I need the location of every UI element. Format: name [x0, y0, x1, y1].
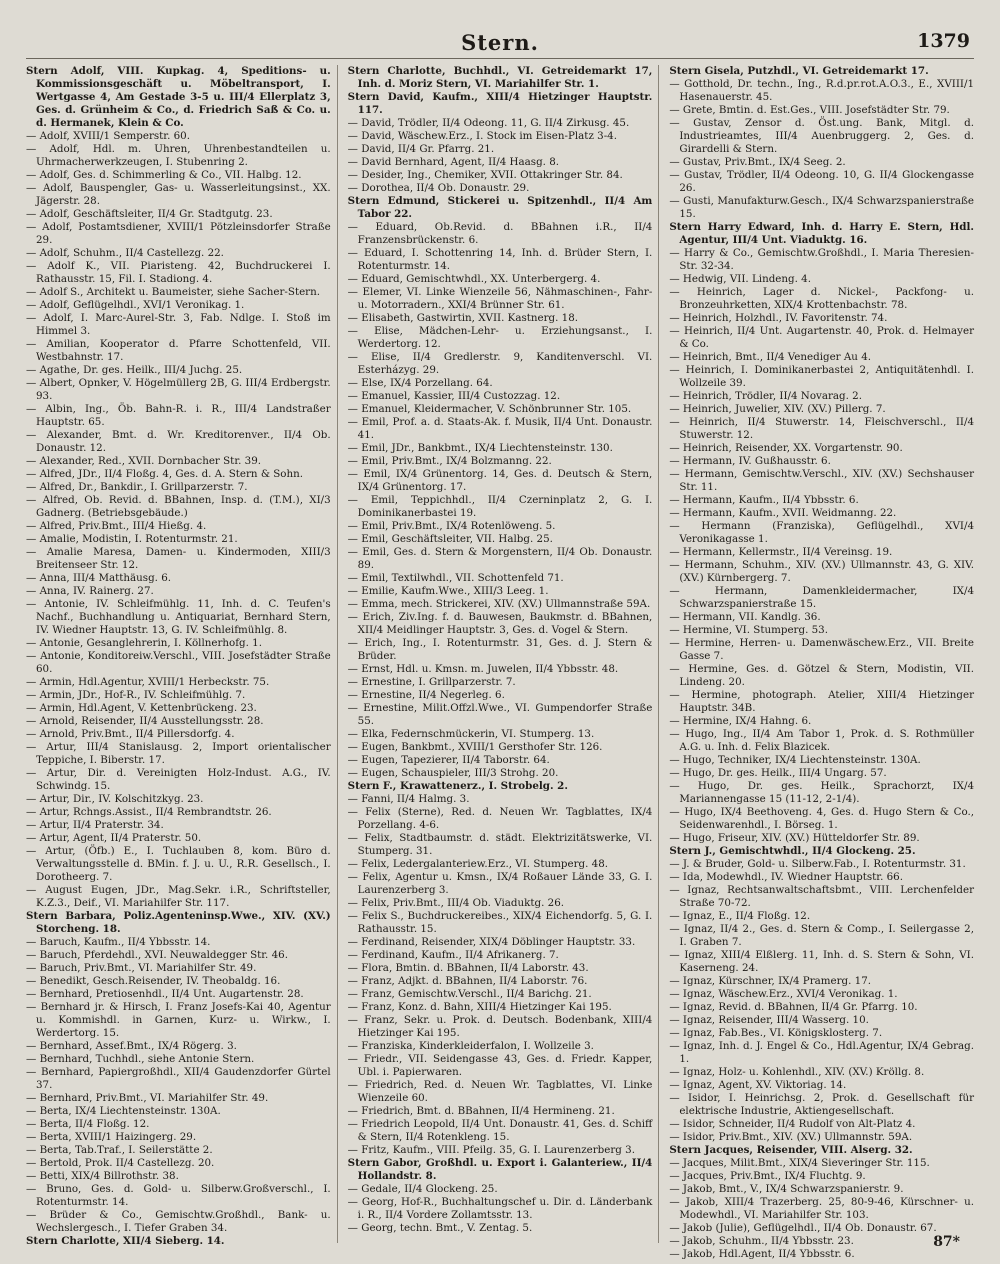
directory-entry: — Hermann, Schuhm., XIV. (XV.) Ullmannstr. 43, G. XIV. (XV.) Kürnbergerg. 7.: [669, 559, 975, 584]
directory-entry: — Artur, II/4 Praterstr. 34.: [26, 819, 164, 831]
directory-entry: — Eduard, Ob.Revid. d. BBahnen i.R., II/4 Franzensbrückenstr. 6.: [347, 221, 653, 246]
directory-entry: — Hedwig, VII. Lindeng. 4.: [669, 273, 811, 285]
directory-entry: — Hermine, Ges. d. Götzel & Stern, Modistin, VII. Lindeng. 20.: [669, 663, 975, 688]
directory-entry: — Adolf, Geschäftsleiter, II/4 Gr. Stadtgutg. 23.: [26, 208, 273, 220]
directory-entry: — Franz, Adjkt. d. BBahnen, II/4 Laborstr. 76.: [347, 975, 588, 987]
directory-entry: — Artur, III/4 Stanislausg. 2, Import orientalischer Teppiche, I. Biberstr. 17.: [26, 741, 331, 766]
directory-entry: — Ignaz, Rechtsanwaltschaftsbmt., VIII. Lerchenfelder Straße 70-72.: [669, 884, 975, 909]
directory-entry: — Bruno, Ges. d. Gold- u. Silberw.Großverschl., I. Rotenturmstr. 14.: [26, 1183, 331, 1208]
directory-entry: — Adolf, Bauspengler, Gas- u. Wasserleitungsinst., XX. Jägerstr. 28.: [26, 182, 331, 207]
directory-entry: — Adolf, Schuhm., II/4 Castellezg. 22.: [26, 247, 224, 259]
directory-entry: — Gedale, II/4 Glockeng. 25.: [347, 1183, 498, 1195]
directory-entry: — Berta, XVIII/1 Haizingerg. 29.: [26, 1131, 197, 1143]
directory-entry: — Franz, Konz. d. Bahn, XIII/4 Hietzinger Kai 195.: [347, 1001, 612, 1013]
directory-entry: — Jakob, Bmt., V., IX/4 Schwarzspanierstr. 9.: [669, 1183, 904, 1195]
directory-entry: — Ernst, Hdl. u. Kmsn. m. Juwelen, II/4 Ybbsstr. 48.: [347, 663, 619, 675]
directory-entry: — Bernhard, Assef.Bmt., IX/4 Rögerg. 3.: [26, 1040, 237, 1052]
directory-entry: — Anna, III/4 Matthäusg. 6.: [26, 572, 172, 584]
directory-entry: — Albin, Ing., Öb. Bahn-R. i. R., III/4 Landstraßer Hauptstr. 65.: [26, 403, 331, 428]
directory-entry: — Heinrich, I. Dominikanerbastei 2, Antiquitätenhdl. I. Wollzeile 39.: [669, 364, 975, 389]
directory-entry: — Hermine, Herren- u. Damenwäschew.Erz., VII. Breite Gasse 7.: [669, 637, 975, 662]
directory-entry: — Fanni, II/4 Halmg. 3.: [347, 793, 470, 805]
directory-entry: — Jakob, Hdl.Agent, II/4 Ybbsstr. 6.: [669, 1248, 855, 1260]
directory-entry: — Harry & Co., Gemischtw.Großhdl., I. Maria Theresien-Str. 32-34.: [669, 247, 975, 272]
directory-entry: — Artur, (Öfb.) E., I. Tuchlauben 8, kom. Büro d. Verwaltungsstelle d. BMin. f. J. u. U., R.R. Gesellsch., I. Dorotheerg. 7.: [26, 845, 331, 883]
directory-entry: Stern Edmund, Stickerei u. Spitzenhdl., II/4 Am Tabor 22.: [347, 195, 653, 220]
directory-entry: — Heinrich, Reisender, XX. Vorgartenstr. 90.: [669, 442, 903, 454]
directory-entry: — Amilian, Kooperator d. Pfarre Schottenfeld, VII. Westbahnstr. 17.: [26, 338, 331, 363]
column-right: [669, 65, 975, 1260]
directory-entry: — Franz, Sekr. u. Prok. d. Deutsch. Bodenbank, XIII/4 Hietzinger Kai 195.: [347, 1014, 653, 1039]
directory-entry: — Desider, Ing., Chemiker, XVII. Ottakringer Str. 84.: [347, 169, 623, 181]
directory-entry: — Alfred, Ob. Revid. d. BBahnen, Insp. d. (T.M.), XI/3 Gadnerg. (Betriebsgebäude.): [26, 494, 331, 519]
directory-entry: — Eduard, Gemischtwhdl., XX. Unterbergerg. 4.: [347, 273, 601, 285]
directory-entry: Stern F., Krawattenerz., I. Strobelg. 2.: [347, 780, 568, 792]
directory-entry: — Hugo, Ing., II/4 Am Tabor 1, Prok. d. S. Rothmüller A.G. u. Inh. d. Felix Blazicek.: [669, 728, 975, 753]
directory-entry: — Adolf, Postamtsdiener, XVIII/1 Pötzleinsdorfer Straße 29.: [26, 221, 331, 246]
directory-entry: — Else, IX/4 Porzellang. 64.: [347, 377, 493, 389]
directory-entry: Stern Gisela, Putzhdl., VI. Getreidemarkt 17.: [669, 65, 929, 77]
directory-entry: — Hugo, Friseur, XIV. (XV.) Hütteldorfer Str. 89.: [669, 832, 920, 844]
directory-entry: — Emilie, Kaufm.Wwe., XIII/3 Leeg. 1.: [347, 585, 549, 597]
directory-entry: — Dorothea, II/4 Ob. Donaustr. 29.: [347, 182, 530, 194]
directory-entry: — Adolf, I. Marc-Aurel-Str. 3, Fab. Ndlge. I. Stoß im Himmel 3.: [26, 312, 331, 337]
directory-entry: Stern Barbara, Poliz.Agenteninsp.Wwe., XIV. (XV.) Storcheng. 18.: [26, 910, 331, 935]
directory-entry: — Friedrich, Red. d. Neuen Wr. Tagblattes, VI. Linke Wienzeile 60.: [347, 1079, 653, 1104]
directory-entry: — Erich, Ing., I. Rotenturmstr. 31, Ges. d. J. Stern & Brüder.: [347, 637, 653, 662]
directory-columns: [26, 65, 975, 1260]
directory-entry: — Bertold, Prok. II/4 Castellezg. 20.: [26, 1157, 215, 1169]
directory-entry: — Armin, Hdl.Agent, V. Kettenbrückeng. 23.: [26, 702, 257, 714]
directory-entry: — Eugen, Schauspieler, III/3 Strohg. 20.: [347, 767, 559, 779]
directory-entry: — Felix, Ledergalanteriew.Erz., VI. Stumperg. 48.: [347, 858, 609, 870]
directory-entry: — Alfred, JDr., II/4 Floßg. 4, Ges. d. A. Stern & Sohn.: [26, 468, 304, 480]
directory-entry: — Antonie, Konditoreiw.Verschl., VIII. Josefstädter Straße 60.: [26, 650, 331, 675]
directory-entry: — Baruch, Priv.Bmt., VI. Mariahilfer Str. 49.: [26, 962, 257, 974]
directory-entry: — Adolf, Ges. d. Schimmerling & Co., VII. Halbg. 12.: [26, 169, 302, 181]
directory-entry: — Gotthold, Dr. techn., Ing., R.d.pr.rot.A.O.3., E., XVIII/1 Hasenauerstr. 45.: [669, 78, 975, 103]
directory-entry: — Emil, JDr., Bankbmt., IX/4 Liechtensteinstr. 130.: [347, 442, 613, 454]
directory-entry: — Felix, Agentur u. Kmsn., IX/4 Roßauer Lände 33, G. I. Laurenzerberg 3.: [347, 871, 653, 896]
directory-entry: — Berta, Tab.Traf., I. Seilerstätte 2.: [26, 1144, 213, 1156]
directory-entry: — Arnold, Reisender, II/4 Ausstellungsstr. 28.: [26, 715, 264, 727]
directory-entry: Stern Charlotte, XII/4 Sieberg. 14.: [26, 1235, 225, 1247]
directory-entry: — Hugo, Techniker, IX/4 Liechtensteinstr. 130A.: [669, 754, 921, 766]
directory-entry: — Armin, Hdl.Agentur, XVIII/1 Herbeckstr. 75.: [26, 676, 270, 688]
directory-entry: — Jakob, Schuhm., II/4 Ybbsstr. 23.: [669, 1235, 854, 1247]
directory-entry: — Heinrich, Lager d. Nickel-, Packfong- u. Bronzeuhrketten, XIX/4 Krottenbachstr. 78.: [669, 286, 975, 311]
directory-entry: — David, II/4 Gr. Pfarrg. 21.: [347, 143, 495, 155]
directory-entry: — Bernhard jr. & Hirsch, I. Franz Josefs-Kai 40, Agentur u. Kommishdl. in Garnen, Kurz- u. Wirkw., I. Werdertorg. 15.: [26, 1001, 331, 1039]
directory-entry: — Ignaz, Fab.Bes., VI. Königsklosterg. 7.: [669, 1027, 883, 1039]
directory-entry: — Jacques, Milit.Bmt., XIX/4 Sieveringer Str. 115.: [669, 1157, 930, 1169]
directory-entry: — Alexander, Red., XVII. Dornbacher Str. 39.: [26, 455, 262, 467]
directory-entry: — Ferdinand, Kaufm., II/4 Afrikanerg. 7.: [347, 949, 559, 961]
directory-entry: — Eugen, Bankbmt., XVIII/1 Gersthofer Str. 126.: [347, 741, 603, 753]
directory-entry: — Adolf, Geflügelhdl., XVI/1 Veronikag. 1.: [26, 299, 245, 311]
directory-entry: — Bernhard, Tuchhdl., siehe Antonie Stern.: [26, 1053, 255, 1065]
directory-entry: — August Eugen, JDr., Mag.Sekr. i.R., Schriftsteller, K.Z.3., Deif., VI. Mariahilfer Str. 117.: [26, 884, 331, 909]
directory-entry: — Emma, mech. Strickerei, XIV. (XV.) Ullmannstraße 59A.: [347, 598, 651, 610]
directory-entry: — Heinrich, Bmt., II/4 Venediger Au 4.: [669, 351, 872, 363]
directory-entry: — Emil, IX/4 Grünentorg. 14, Ges. d. Deutsch & Stern, IX/4 Grünentorg. 17.: [347, 468, 653, 493]
directory-entry: — Hermann, Kaufm., XVII. Weidmanng. 22.: [669, 507, 897, 519]
directory-entry: — Ignaz, E., II/4 Floßg. 12.: [669, 910, 811, 922]
directory-entry: — Hermine, VI. Stumperg. 53.: [669, 624, 828, 636]
directory-entry: — Adolf K., VII. Piaristeng. 42, Buchdruckerei I. Rathausstr. 15, Fil. I. Stadiong. 4.: [26, 260, 331, 285]
directory-entry: — Hermann, Damenkleidermacher, IX/4 Schwarzspanierstraße 15.: [669, 585, 975, 610]
directory-entry: — Hermann, IV. Gußhausstr. 6.: [669, 455, 831, 467]
directory-entry: — Jakob (Julie), Geflügelhdl., II/4 Ob. Donaustr. 67.: [669, 1222, 937, 1234]
directory-entry: — Gustav, Trödler, II/4 Odeong. 10, G. II/4 Glockengasse 26.: [669, 169, 975, 194]
directory-entry: — Emil, Priv.Bmt., IX/4 Rotenlöweng. 5.: [347, 520, 556, 532]
directory-entry: — Berta, IX/4 Liechtensteinstr. 130A.: [26, 1105, 221, 1117]
directory-entry: — Ernestine, Milit.Offzl.Wwe., VI. Gumpendorfer Straße 55.: [347, 702, 653, 727]
directory-entry: — Amalie, Modistin, I. Rotenturmstr. 21.: [26, 533, 238, 545]
directory-entry: — Franz, Gemischtw.Verschl., II/4 Barichg. 21.: [347, 988, 592, 1000]
directory-entry: — Elka, Federnschmückerin, VI. Stumperg. 13.: [347, 728, 595, 740]
directory-entry: — David, Trödler, II/4 Odeong. 11, G. II/4 Zirkusg. 45.: [347, 117, 630, 129]
directory-entry: — Hermine, photograph. Atelier, XIII/4 Hietzinger Hauptstr. 34B.: [669, 689, 975, 714]
directory-entry: — Emil, Prof. a. d. Staats-Ak. f. Musik, II/4 Unt. Donaustr. 41.: [347, 416, 653, 441]
directory-entry: — Emil, Teppichhdl., II/4 Czerninplatz 2, G. I. Dominikanerbastei 19.: [347, 494, 653, 519]
directory-entry: — Eugen, Tapezierer, II/4 Taborstr. 64.: [347, 754, 550, 766]
directory-entry: — Adolf, Hdl. m. Uhren, Uhrenbestandteilen u. Uhrmacherwerkzeugen, I. Stubenring 2.: [26, 143, 331, 168]
directory-entry: Stern Gabor, Großhdl. u. Export i. Galanteriew., II/4 Hollandstr. 8.: [347, 1157, 653, 1182]
directory-entry: — Ernestine, II/4 Negerleg. 6.: [347, 689, 505, 701]
directory-entry: — Friedrich, Bmt. d. BBahnen, II/4 Hermineng. 21.: [347, 1105, 615, 1117]
directory-entry: — Isidor, I. Heinrichsg. 2, Prok. d. Gesellschaft für elektrische Industrie, Aktiengesellschaft.: [669, 1092, 975, 1117]
directory-entry: — Heinrich, II/4 Stuwerstr. 14, Fleischverschl., II/4 Stuwerstr. 12.: [669, 416, 975, 441]
directory-entry: — Fritz, Kaufm., VIII. Pfeilg. 35, G. I. Laurenzerberg 3.: [347, 1144, 635, 1156]
directory-entry: — Felix, Stadtbaumstr. d. städt. Elektrizitätswerke, VI. Stumperg. 31.: [347, 832, 653, 857]
page-title: Stern.: [461, 30, 539, 55]
directory-entry: — Baruch, Kaufm., II/4 Ybbsstr. 14.: [26, 936, 211, 948]
sheet-signature: 87*: [933, 1234, 960, 1250]
directory-entry: — Hermann, Kaufm., II/4 Ybbsstr. 6.: [669, 494, 859, 506]
page-number: 1379: [917, 30, 970, 52]
directory-entry: — Armin, JDr., Hof-R., IV. Schleifmühlg. 7.: [26, 689, 246, 701]
directory-entry: — Jakob, XIII/4 Trazerberg. 25, 80-9-46, Kürschner- u. Modewhdl., VI. Mariahilfer Str. 103.: [669, 1196, 975, 1221]
directory-entry: — Hermann, VII. Kandlg. 36.: [669, 611, 821, 623]
directory-entry: Stern J., Gemischtwhdl., II/4 Glockeng. 25.: [669, 845, 916, 857]
directory-entry: — Felix (Sterne), Red. d. Neuen Wr. Tagblattes, IX/4 Porzellang. 4-6.: [347, 806, 653, 831]
directory-entry: — Isidor, Priv.Bmt., XIV. (XV.) Ullmannstr. 59A.: [669, 1131, 913, 1143]
directory-entry: — Hermann (Franziska), Geflügelhdl., XVI/4 Veronikagasse 1.: [669, 520, 975, 545]
directory-entry: — Elemer, VI. Linke Wienzeile 56, Nähmaschinen-, Fahr- u. Motorradern., XXI/4 Brünner Str. 61.: [347, 286, 653, 311]
directory-entry: — David, Wäschew.Erz., I. Stock im Eisen-Platz 3-4.: [347, 130, 617, 142]
directory-entry: — Alfred, Priv.Bmt., III/4 Hießg. 4.: [26, 520, 207, 532]
directory-entry: — Artur, Rchngs.Assist., II/4 Rembrandtstr. 26.: [26, 806, 272, 818]
column-left: [26, 65, 338, 1247]
directory-entry: — Benedikt, Gesch.Reisender, IV. Theobaldg. 16.: [26, 975, 281, 987]
directory-entry: — Georg, Hof-R., Buchhaltungschef u. Dir. d. Länderbank i. R., II/4 Vordere Zollamtsstr. 13.: [347, 1196, 653, 1221]
directory-entry: — Heinrich, Juwelier, XIV. (XV.) Pillerg. 7.: [669, 403, 886, 415]
directory-entry: — Emanuel, Kassier, III/4 Custozzag. 12.: [347, 390, 561, 402]
directory-entry: — Heinrich, Trödler, II/4 Novarag. 2.: [669, 390, 862, 402]
directory-entry: — Ignaz, II/4 2., Ges. d. Stern & Comp., I. Seilergasse 2, I. Graben 7.: [669, 923, 975, 948]
directory-entry: — Erich, Ziv.Ing. f. d. Bauwesen, Baukmstr. d. BBahnen, XII/4 Meidlinger Hauptstr. 3, Ges. d. Vogel & Stern.: [347, 611, 653, 636]
directory-entry: — Franziska, Kinderkleiderfalon, I. Wollzeile 3.: [347, 1040, 594, 1052]
directory-entry: — Emil, Textilwhdl., VII. Schottenfeld 71.: [347, 572, 564, 584]
directory-entry: — Isidor, Schneider, II/4 Rudolf von Alt-Platz 4.: [669, 1118, 916, 1130]
directory-entry: — Friedrich Leopold, II/4 Unt. Donaustr. 41, Ges. d. Schiff & Stern, II/4 Rotenkleng. 15.: [347, 1118, 653, 1143]
directory-entry: — Hugo, Dr. ges. Heilk., III/4 Ungarg. 57.: [669, 767, 887, 779]
directory-entry: — Brüder & Co., Gemischtw.Großhdl., Bank- u. Wechslergesch., I. Tiefer Graben 34.: [26, 1209, 331, 1234]
directory-entry: — Adolf S., Architekt u. Baumeister, siehe Sacher-Stern.: [26, 286, 320, 298]
directory-entry: Stern Harry Edward, Inh. d. Harry E. Stern, Hdl. Agentur, III/4 Unt. Viaduktg. 16.: [669, 221, 975, 246]
directory-entry: — Flora, Bmtin. d. BBahnen, II/4 Laborstr. 43.: [347, 962, 589, 974]
directory-entry: Stern Charlotte, Buchhdl., VI. Getreidemarkt 17, Inh. d. Moriz Stern, VI. Mariahilfer Str. 1.: [347, 65, 653, 90]
directory-entry: — Bernhard, Priv.Bmt., VI. Mariahilfer Str. 49.: [26, 1092, 269, 1104]
directory-entry: — Arnold, Priv.Bmt., II/4 Pillersdorfg. 4.: [26, 728, 235, 740]
directory-entry: — Hermann, Gemischtw.Verschl., XIV. (XV.) Sechshauser Str. 11.: [669, 468, 975, 493]
directory-entry: — Heinrich, II/4 Unt. Augartenstr. 40, Prok. d. Helmayer & Co.: [669, 325, 975, 350]
directory-entry: — Artur, Dir. d. Vereinigten Holz-Indust. A.G., IV. Schwindg. 15.: [26, 767, 331, 792]
column-middle: [348, 65, 660, 1243]
directory-entry: — Anna, IV. Rainerg. 27.: [26, 585, 154, 597]
directory-entry: — Ignaz, Reisender, III/4 Wasserg. 10.: [669, 1014, 869, 1026]
directory-entry: — Ignaz, Agent, XV. Viktoriag. 14.: [669, 1079, 847, 1091]
directory-entry: — Heinrich, Holzhdl., IV. Favoritenstr. 74.: [669, 312, 888, 324]
directory-entry: — Ferdinand, Reisender, XIX/4 Döblinger Hauptstr. 33.: [347, 936, 636, 948]
directory-entry: — Hermann, Kellermstr., II/4 Vereinsg. 19.: [669, 546, 893, 558]
directory-entry: — Ignaz, Holz- u. Kohlenhdl., XIV. (XV.) Kröllg. 8.: [669, 1066, 925, 1078]
directory-entry: Stern David, Kaufm., XIII/4 Hietzinger Hauptstr. 117.: [347, 91, 653, 116]
directory-entry: — Albert, Opnker, V. Högelmüllerg 2B, G. III/4 Erdbergstr. 93.: [26, 377, 331, 402]
directory-entry: — David Bernhard, Agent, II/4 Haasg. 8.: [347, 156, 560, 168]
directory-entry: — Baruch, Pferdehdl., XVI. Neuwaldegger Str. 46.: [26, 949, 288, 961]
directory-entry: — Felix, Priv.Bmt., III/4 Ob. Viaduktg. 26.: [347, 897, 565, 909]
directory-entry: — Artur, Dir., IV. Kolschitzkyg. 23.: [26, 793, 204, 805]
directory-entry: Stern Adolf, VIII. Kupkag. 4, Speditions- u. Kommissionsgeschäft u. Möbeltransport, I. Wertgasse 4, Am Gestade 3-5 u. III/4 Ellerplatz 3, Ges. d. Grünheim & Co., d. Friedrich Saß & Co. u. d. Hermanek, Klein & Co.: [26, 65, 331, 129]
directory-entry: — Emanuel, Kleidermacher, V. Schönbrunner Str. 105.: [347, 403, 632, 415]
directory-entry: — Elise, II/4 Gredlerstr. 9, Kanditenverschl. VI. Esterházyg. 29.: [347, 351, 653, 376]
directory-entry: — Gustav, Priv.Bmt., IX/4 Seeg. 2.: [669, 156, 846, 168]
directory-entry: — Agathe, Dr. ges. Heilk., III/4 Juchg. 25.: [26, 364, 243, 376]
directory-entry: — Ignaz, XIII/4 Elßlerg. 11, Inh. d. S. Stern & Sohn, VI. Kaserneng. 24.: [669, 949, 975, 974]
directory-entry: — Ignaz, Kürschner, IX/4 Pramerg. 17.: [669, 975, 872, 987]
directory-entry: — Eduard, I. Schottenring 14, Inh. d. Brüder Stern, I. Rotenturmstr. 14.: [347, 247, 653, 272]
page-header: [26, 28, 974, 59]
directory-entry: — Alexander, Bmt. d. Wr. Kreditorenver., II/4 Ob. Donaustr. 12.: [26, 429, 331, 454]
directory-entry: — Hugo, Dr. ges. Heilk., Sprachorzt, IX/4 Mariannengasse 15 (11-12, 2-1/4).: [669, 780, 975, 805]
directory-entry: — Emil, Priv.Bmt., IX/4 Bolzmanng. 22.: [347, 455, 552, 467]
directory-entry: — Hermine, IX/4 Hahng. 6.: [669, 715, 812, 727]
directory-entry: — Amalie Maresa, Damen- u. Kindermoden, XIII/3 Breitenseer Str. 12.: [26, 546, 331, 571]
directory-entry: — Artur, Agent, II/4 Praterstr. 50.: [26, 832, 202, 844]
directory-entry: — Georg, techn. Bmt., V. Zentag. 5.: [347, 1222, 533, 1234]
directory-entry: — Hugo, IX/4 Beethoveng. 4, Ges. d. Hugo Stern & Co., Seidenwarenhdl., I. Börseg. 1.: [669, 806, 975, 831]
directory-entry: — Elisabeth, Gastwirtin, XVII. Kastnerg. 18.: [347, 312, 579, 324]
directory-entry: — Antonie, Gesanglehrerin, I. Köllnerhofg. 1.: [26, 637, 262, 649]
directory-entry: — Adolf, XVIII/1 Semperstr. 60.: [26, 130, 190, 142]
directory-entry: — Grete, Bmtin. d. Est.Ges., VIII. Josefstädter Str. 79.: [669, 104, 950, 116]
directory-entry: — Friedr., VII. Seidengasse 43, Ges. d. Friedr. Kapper, Ubl. i. Papierwaren.: [347, 1053, 653, 1078]
directory-entry: Stern Jacques, Reisender, VIII. Alserg. 32.: [669, 1144, 913, 1156]
directory-entry: — Alfred, Dr., Bankdir., I. Grillparzerstr. 7.: [26, 481, 248, 493]
directory-entry: — Elise, Mädchen-Lehr- u. Erziehungsanst., I. Werdertorg. 12.: [347, 325, 653, 350]
directory-entry: — Gustav, Zensor d. Öst.ung. Bank, Mitgl. d. Industrieamtes, III/4 Auenbruggerg. 2, Ges. d. Girardelli & Stern.: [669, 117, 975, 155]
directory-entry: — Berta, II/4 Floßg. 12.: [26, 1118, 150, 1130]
directory-entry: — Antonie, IV. Schleifmühlg. 11, Inh. d. C. Teufen's Nachf., Buchhandlung u. Antiquariat, Bernhard Stern, IV. Wiedner Hauptstr. 13, G. IV. Schleifmühlg. 8.: [26, 598, 331, 636]
directory-entry: — Emil, Geschäftsleiter, VII. Halbg. 25.: [347, 533, 553, 545]
directory-entry: — J. & Bruder, Gold- u. Silberw.Fab., I. Rotenturmstr. 31.: [669, 858, 966, 870]
directory-entry: — Betti, XIX/4 Billrothstr. 38.: [26, 1170, 179, 1182]
directory-entry: — Felix S., Buchdruckereibes., XIX/4 Eichendorfg. 5, G. I. Rathausstr. 15.: [347, 910, 653, 935]
directory-entry: — Jacques, Priv.Bmt., IX/4 Fluchtg. 9.: [669, 1170, 866, 1182]
directory-entry: — Gusti, Manufakturw.Gesch., IX/4 Schwarzspanierstraße 15.: [669, 195, 975, 220]
directory-entry: — Ignaz, Revid. d. BBahnen, II/4 Gr. Pfarrg. 10.: [669, 1001, 918, 1013]
directory-entry: — Emil, Ges. d. Stern & Morgenstern, II/4 Ob. Donaustr. 89.: [347, 546, 653, 571]
directory-entry: — Bernhard, Pretiosenhdl., II/4 Unt. Augartenstr. 28.: [26, 988, 304, 1000]
directory-entry: — Ida, Modewhdl., IV. Wiedner Hauptstr. 66.: [669, 871, 903, 883]
directory-entry: — Ernestine, I. Grillparzerstr. 7.: [347, 676, 516, 688]
directory-entry: — Ignaz, Inh. d. J. Engel & Co., Hdl.Agentur, IX/4 Gebrag. 1.: [669, 1040, 975, 1065]
directory-entry: — Ignaz, Wäschew.Erz., XVI/4 Veronikag. 1.: [669, 988, 898, 1000]
directory-entry: — Bernhard, Papiergroßhdl., XII/4 Gaudenzdorfer Gürtel 37.: [26, 1066, 331, 1091]
